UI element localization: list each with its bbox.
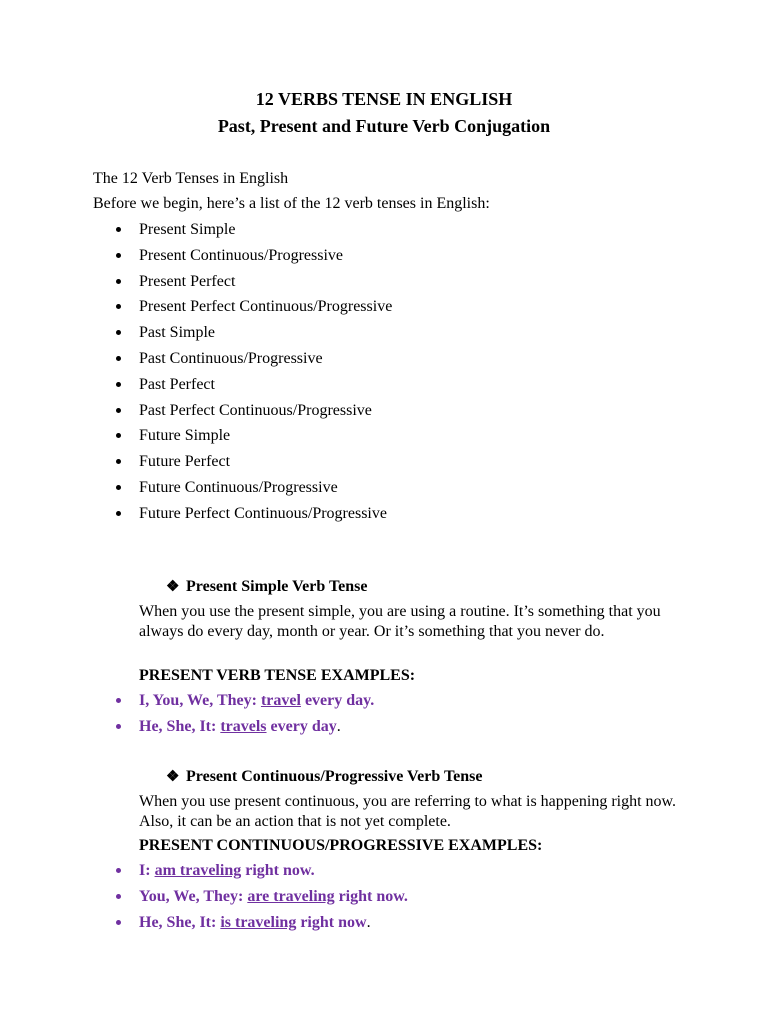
tense-label: Present Perfect Continuous/Progressive [139, 298, 393, 316]
example-verb: travels [220, 717, 267, 735]
examples-heading: PRESENT VERB TENSE EXAMPLES: [139, 667, 416, 684]
diamond-bullet-icon: ❖ [166, 769, 180, 785]
example-subject: I: [139, 862, 155, 879]
examples-heading: PRESENT CONTINUOUS/PROGRESSIVE EXAMPLES: [139, 837, 543, 854]
example-text [139, 690, 374, 712]
intro-text: Before we begin, here’s a list of the 12 verb tenses in English: [93, 195, 490, 212]
example-rest: every day. [300, 692, 375, 709]
tense-label: Future Simple [139, 427, 231, 445]
bullet-icon [116, 304, 121, 309]
bullet-icon [116, 868, 121, 873]
bullet-icon [116, 698, 121, 703]
bullet-icon [116, 408, 121, 413]
example-verb: am traveling [154, 862, 242, 879]
section-body: When you use present continuous, you are referring to what is happening right now. Also, it can be an action that is not yet complete. [139, 793, 677, 830]
bullet-icon [116, 433, 121, 438]
example-tail: . [336, 717, 341, 735]
tense-label: Past Simple [139, 324, 216, 342]
tense-label: Present Continuous/Progressive [139, 246, 343, 264]
example-rest: right now. [241, 862, 315, 879]
bullet-icon [116, 724, 121, 729]
example-verb: travel [260, 692, 301, 709]
section-heading [166, 766, 482, 788]
tense-label: Past Continuous/Progressive [139, 349, 323, 367]
example-subject: He, She, It: [139, 717, 221, 735]
example-verb: is traveling [220, 913, 297, 931]
bullet-icon [116, 485, 121, 490]
bullet-icon [116, 920, 121, 925]
example-subject: I, You, We, They: [139, 692, 261, 709]
bullet-icon [116, 279, 121, 284]
tense-label: Present Simple [139, 221, 236, 238]
tense-label: Future Perfect Continuous/Progressive [139, 504, 387, 522]
section-heading-text: Present Simple Verb Tense [186, 578, 368, 595]
bullet-icon [116, 227, 121, 232]
example-rest: right now [296, 913, 367, 931]
example-verb: are traveling [247, 887, 335, 905]
example-text [139, 860, 315, 882]
tense-label: Present Perfect [139, 272, 236, 290]
tense-label: Past Perfect Continuous/Progressive [139, 401, 372, 419]
example-rest: right now. [334, 887, 408, 905]
intro-heading: The 12 Verb Tenses in English [93, 170, 289, 187]
example-text [139, 912, 371, 934]
example-tail: . [366, 913, 371, 931]
bullet-icon [116, 356, 121, 361]
example-rest: every day [266, 717, 337, 735]
section-body: When you use the present simple, you are using a routine. It’s something that you always do every day, month or year. Or it’s something that you never do. [139, 603, 661, 640]
example-subject: You, We, They: [139, 887, 248, 905]
document-title: 12 VERBS TENSE IN ENGLISH [255, 89, 513, 109]
bullet-icon [116, 330, 121, 335]
example-text [139, 716, 341, 738]
tense-label: Future Continuous/Progressive [139, 478, 338, 496]
tense-label: Future Perfect [139, 453, 231, 471]
example-text [139, 886, 408, 908]
section-heading-text: Present Continuous/Progressive Verb Tense [186, 768, 483, 785]
example-subject: He, She, It: [139, 913, 221, 931]
bullet-icon [116, 894, 121, 899]
bullet-icon [116, 459, 121, 464]
document-subtitle: Past, Present and Future Verb Conjugation [217, 116, 551, 136]
section-heading [166, 576, 368, 598]
bullet-icon [116, 382, 121, 387]
bullet-icon [116, 511, 121, 516]
bullet-icon [116, 253, 121, 258]
diamond-bullet-icon: ❖ [166, 579, 180, 595]
tense-label: Past Perfect [139, 375, 215, 393]
